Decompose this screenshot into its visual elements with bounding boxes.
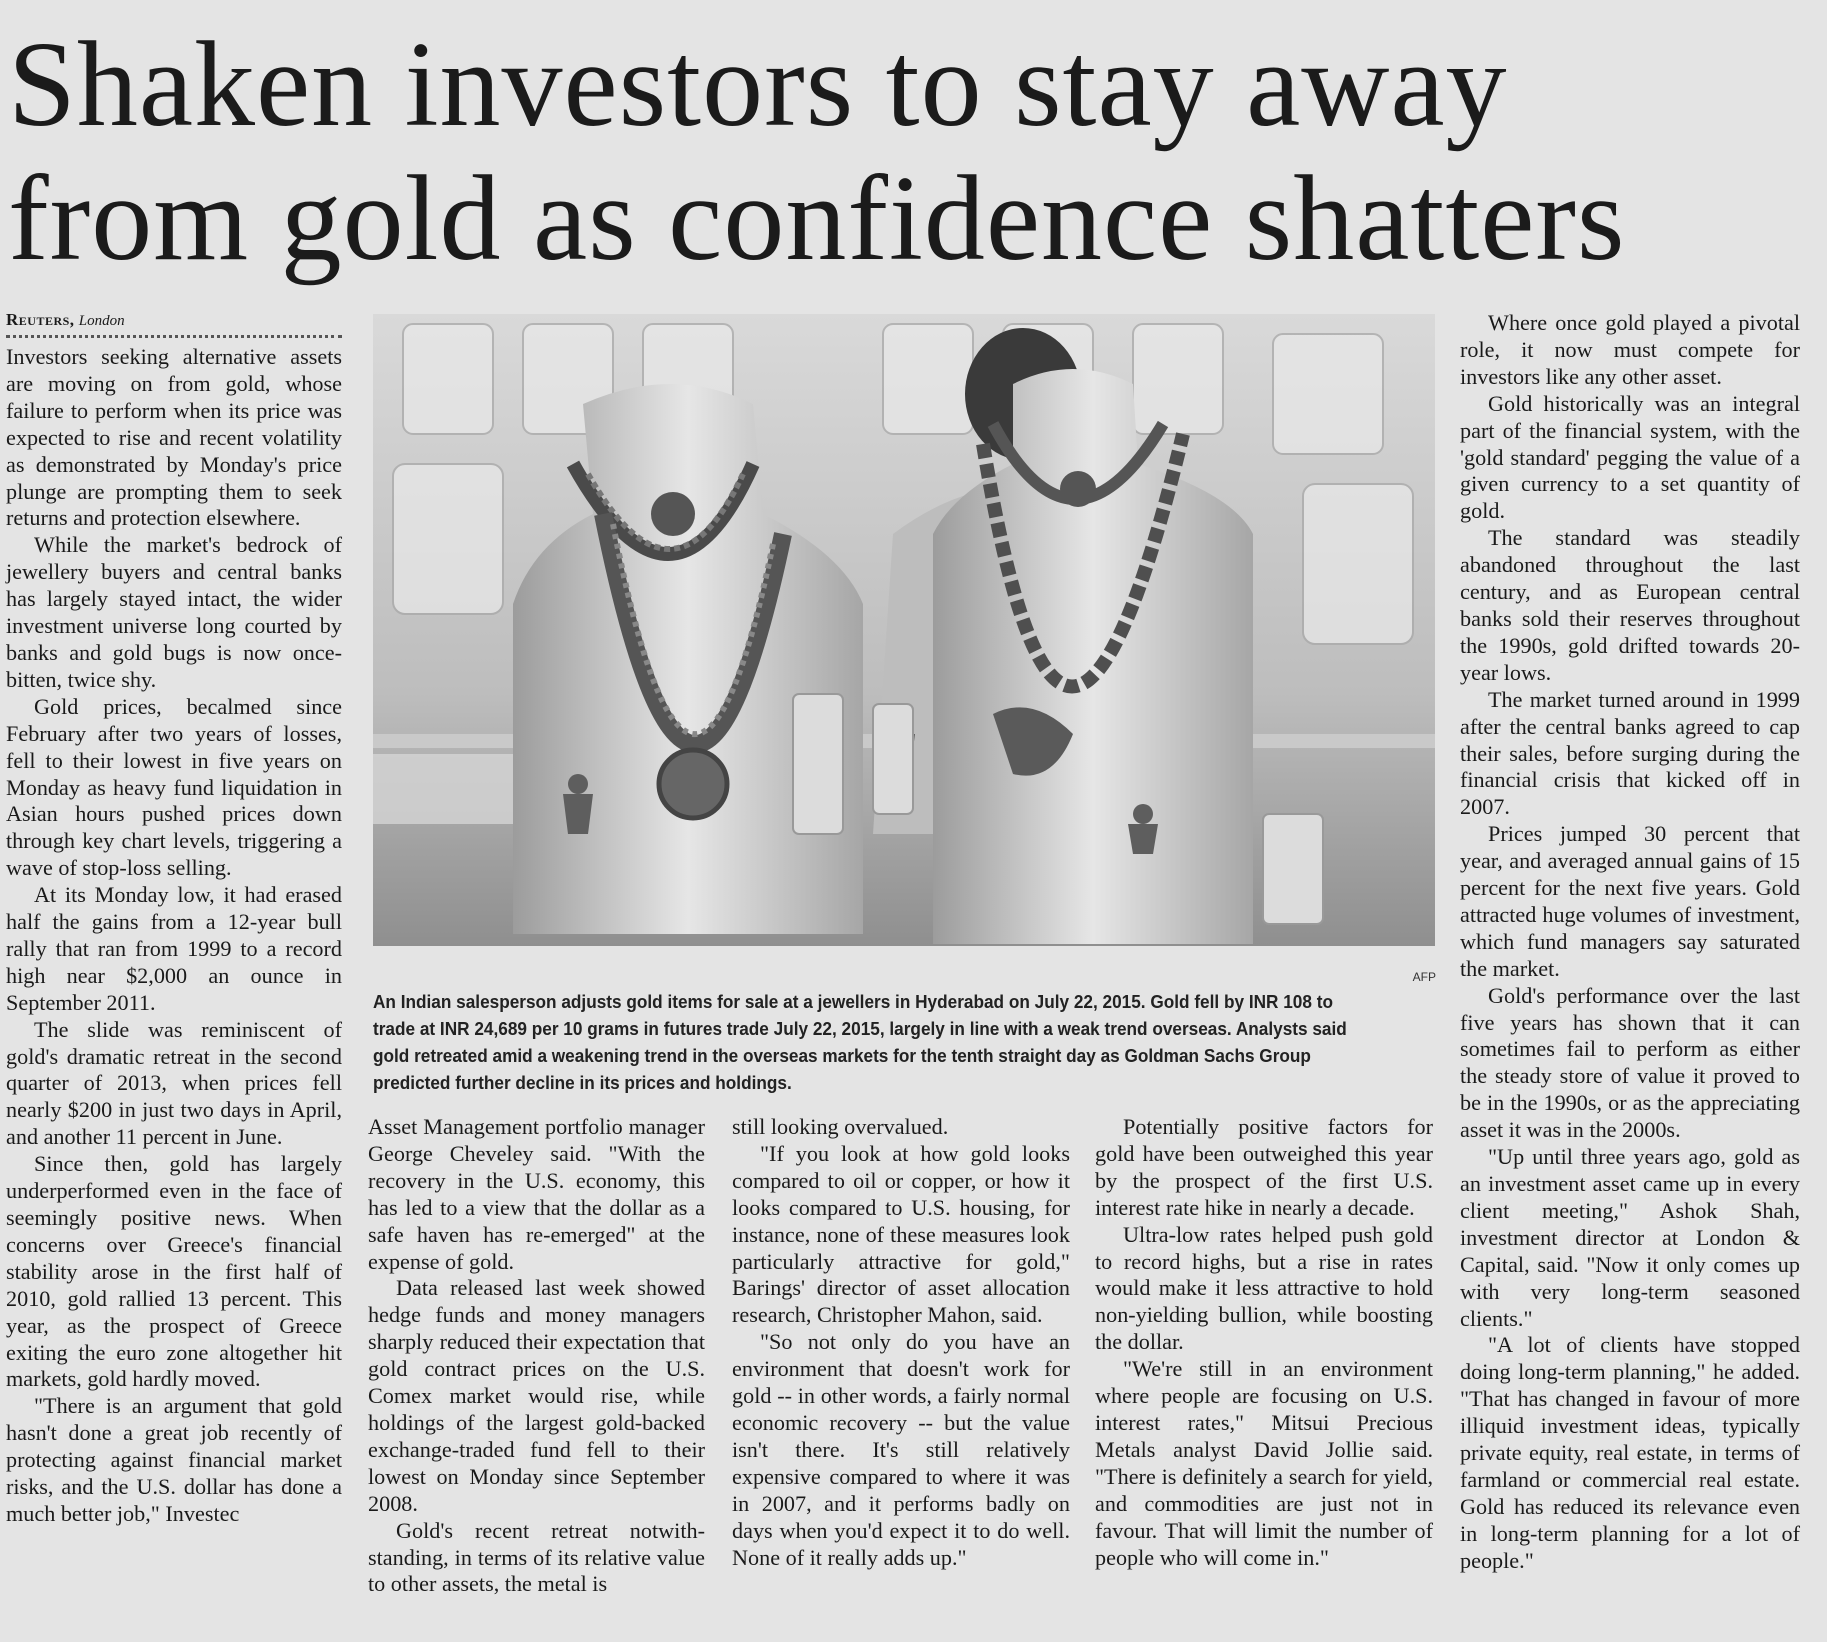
- headline-line-2: from gold as confidence shatters: [8, 151, 1626, 286]
- byline-place: London: [78, 313, 125, 329]
- photo-caption: An Indian salesperson adjusts gold items for sale at a jewellers in Hyderabad on July 22, 2015. Gold fell by INR 108 to trade at INR 24,689 per 10 grams in futures trade July 22, 2015, largely in line with a weak trend overseas. Analysts said gold retreated amid a weakening trend in the overseas markets for the tenth straight day as Goldman Sachs Group predicted further decline in its prices and holdings.: [373, 991, 1347, 1093]
- photo-credit: AFP: [1412, 970, 1436, 984]
- article-column-5: [1460, 310, 1800, 1575]
- paragraph: "A lot of clients have stopped doing long-term planning," he added. "That has changed in favour of more illiquid investment ideas, typically private equity, real estate, in terms of farmland or commercial real estate. Gold has reduced its relevance even in long-term planning for a lot of people.": [1460, 1332, 1800, 1573]
- paragraph: Gold's recent retreat notwithstanding, in terms of its relative value to other assets, the metal is: [368, 1517, 705, 1597]
- paragraph: Prices jumped 30 percent that year, and averaged annual gains of 15 percent for the next five years. Gold attracted huge volumes of investment, which fund managers say saturated the market.: [1460, 821, 1800, 981]
- paragraph: The slide was reminiscent of gold's dramatic retreat in the second quarter of 2013, when prices fell nearly $200 in just two days in April, and another 11 percent in June.: [6, 1016, 342, 1150]
- paragraph: "Up until three years ago, gold as an investment asset came up in every client meeting," Ashok Shah, investment director at London & Capital, said. "Now it only comes up with very long-term seasoned clients.": [1460, 1144, 1800, 1331]
- paragraph: Potentially positive factors for gold have been outweighed this year by the prospect of the first U.S. interest rate hike in nearly a decade.: [1095, 1114, 1433, 1220]
- article-column-1: [6, 310, 342, 1528]
- paragraph: Gold prices, becalmed since February after two years of losses, fell to their lowest in five years on Monday as heavy fund liquidation in Asian hours pushed prices down through key chart levels, triggering a wave of stop-loss selling.: [6, 693, 342, 881]
- headline: [8, 18, 1818, 286]
- paragraph: While the market's bedrock of jewellery buyers and central banks has largely stayed intact, the wider investment universe long courted by banks and gold bugs is now once-bitten, twice shy.: [6, 532, 342, 692]
- byline-divider: [6, 335, 342, 338]
- paragraph: still looking overvalued.: [732, 1114, 949, 1139]
- byline-agency: Reuters,: [6, 310, 75, 329]
- article-column-4: [1095, 1114, 1433, 1571]
- byline: [6, 310, 342, 331]
- jewellery-display-illustration: [373, 314, 1435, 946]
- paragraph: The market turned around in 1999 after the central banks agreed to cap their sales, before surging during the financial crisis that kicked off in 2007.: [1460, 686, 1800, 820]
- headline-line-1: Shaken investors to stay away: [8, 17, 1508, 152]
- paragraph: Investors seeking alternative assets are moving on from gold, whose failure to perform when its price was expected to rise and recent volatility as demonstrated by Monday's price plunge are prompting them to seek returns and protection elsewhere.: [6, 344, 342, 531]
- paragraph: "There is an argument that gold hasn't done a great job recently of protecting against financial market risks, and the U.S. dollar has done a much better job," Investec: [6, 1393, 342, 1526]
- paragraph: Data released last week showed hedge funds and money managers sharply reduced their expectation that gold contract prices on the U.S. Comex market would rise, while holdings of the largest gold-backed exchange-traded fund fell to their lowest on Monday since September 2008.: [368, 1275, 705, 1516]
- paragraph: "We're still in an environment where people are focusing on U.S. interest rates," Mitsui Precious Metals analyst David Jollie said. "There is definitely a search for yield, and commodities are just not in favour. That will limit the number of people who will come in.": [1095, 1356, 1433, 1570]
- paragraph: Ultra-low rates helped push gold to record highs, but a rise in rates would make it less attractive to hold non-yielding bullion, while boosting the dollar.: [1095, 1221, 1433, 1355]
- paragraph: Asset Management portfolio manager George Cheveley said. "With the recovery in the U.S. economy, this has led to a view that the dollar as a safe haven has re-emerged" at the expense of gold.: [368, 1114, 705, 1274]
- paragraph: Where once gold played a pivotal role, it now must compete for investors like any other asset.: [1460, 310, 1800, 389]
- paragraph: Since then, gold has largely underperformed even in the face of seemingly positive news. When concerns over Greece's financial stability arose in the first half of 2010, gold rallied 13 percent. This year, as the prospect of Greece exiting the euro zone altogether hit markets, gold hardly moved.: [6, 1151, 342, 1392]
- paragraph: The standard was steadily abandoned throughout the last century, and as European central banks sold their reserves throughout the 1990s, gold drifted towards 20-year lows.: [1460, 525, 1800, 685]
- paragraph: Gold historically was an integral part of the financial system, with the 'gold standard' pegging the value of a given currency to a set quantity of gold.: [1460, 390, 1800, 524]
- paragraph: At its Monday low, it had erased half the gains from a 12-year bull rally that ran from 1999 to a record high near $2,000 an ounce in September 2011.: [6, 882, 342, 1015]
- paragraph: "If you look at how gold looks compared to oil or copper, or how it looks compared to U.S. housing, for instance, none of these measures look particularly attractive for gold," Barings' director of asset allocation research, Christopher Mahon, said.: [732, 1140, 1070, 1328]
- news-photo: [373, 314, 1435, 946]
- article-column-3: [732, 1114, 1070, 1571]
- article-column-2: [368, 1114, 705, 1598]
- paragraph: Gold's performance over the last five years has shown that it can sometimes fail to perform as either the steady store of value it proved to be in the 1990s, or as the appreciating asset it was in the 2000s.: [1460, 982, 1800, 1143]
- paragraph: "So not only do you have an environment that doesn't work for gold -- in other words, a fairly normal economic recovery -- but the value isn't there. It's still relatively expensive compared to where it was in 2007, and it performs badly on days when you'd expect it to do well. None of it really adds up.": [732, 1329, 1070, 1570]
